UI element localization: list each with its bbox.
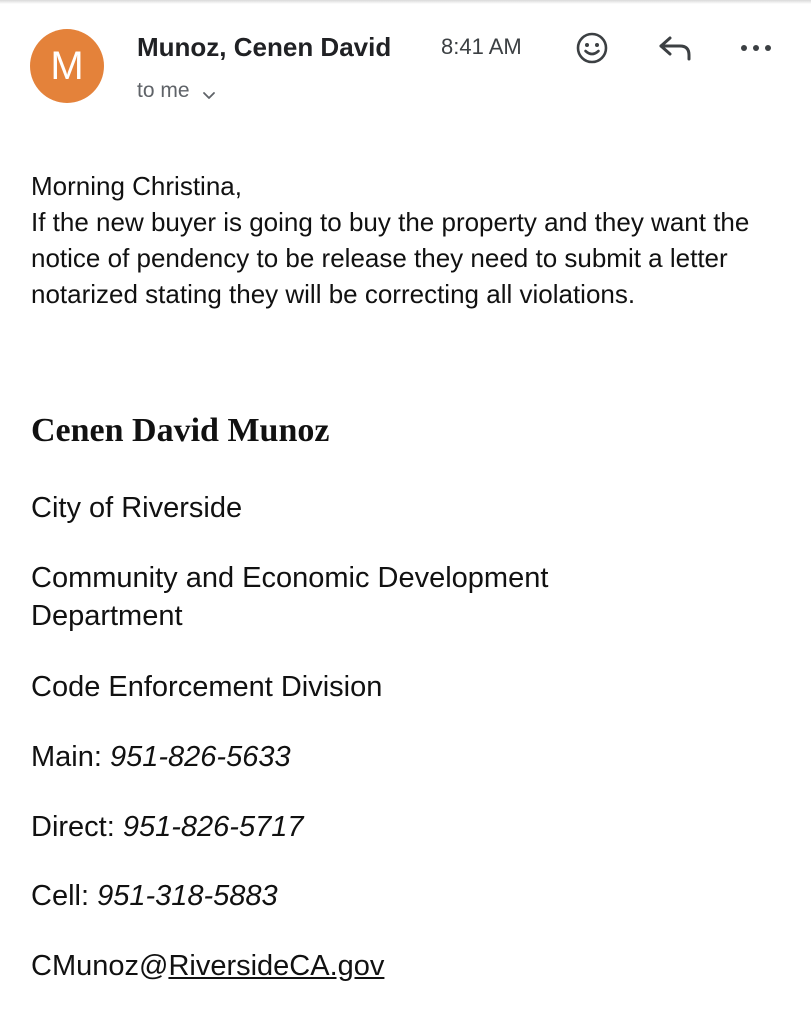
cell-phone-number[interactable]: 951-318-5883: [97, 880, 278, 912]
sender-avatar[interactable]: [30, 29, 104, 103]
add-reaction-button[interactable]: [572, 30, 612, 70]
direct-phone-label: Direct:: [31, 811, 115, 843]
signature-main-phone-line: [31, 738, 291, 776]
direct-phone-number[interactable]: 951-826-5717: [122, 811, 304, 843]
email-domain-link[interactable]: RiversideCA.gov: [168, 950, 385, 982]
signature-division: Code Enforcement Division: [31, 671, 383, 703]
signature-email[interactable]: [31, 947, 384, 985]
chevron-down-icon: [202, 84, 216, 98]
reply-arrow-icon: [656, 32, 694, 69]
more-options-button[interactable]: [736, 30, 776, 70]
signature-direct-phone-line: [31, 808, 303, 846]
more-options-icon: [738, 41, 774, 59]
smiley-icon: [574, 30, 610, 71]
email-user: CMunoz@: [31, 950, 169, 982]
signature-name: Cenen David Munoz: [31, 412, 330, 449]
greeting-text: Morning Christina,: [31, 171, 242, 201]
sender-name[interactable]: Munoz, Cenen David: [137, 32, 392, 62]
top-edge-shadow: [0, 0, 811, 4]
message-body: [31, 168, 791, 312]
message-paragraph: If the new buyer is going to buy the property and they want the notice of pendency to be release they need to submit a letter notarized stating they will be correcting all violations.: [31, 207, 750, 309]
main-phone-label: Main:: [31, 741, 102, 773]
recipient-label: to me: [137, 79, 190, 102]
sent-time: 8:41 AM: [441, 34, 522, 59]
signature-cell-phone-line: [31, 877, 278, 915]
signature-department: Community and Economic Development Department: [31, 562, 549, 632]
avatar-letter: M: [50, 44, 84, 88]
recipient-details-toggle[interactable]: [137, 79, 216, 103]
cell-phone-label: Cell:: [31, 880, 90, 912]
main-phone-number[interactable]: 951-826-5633: [109, 741, 291, 773]
reply-button[interactable]: [655, 30, 695, 70]
signature-city: City of Riverside: [31, 492, 243, 524]
